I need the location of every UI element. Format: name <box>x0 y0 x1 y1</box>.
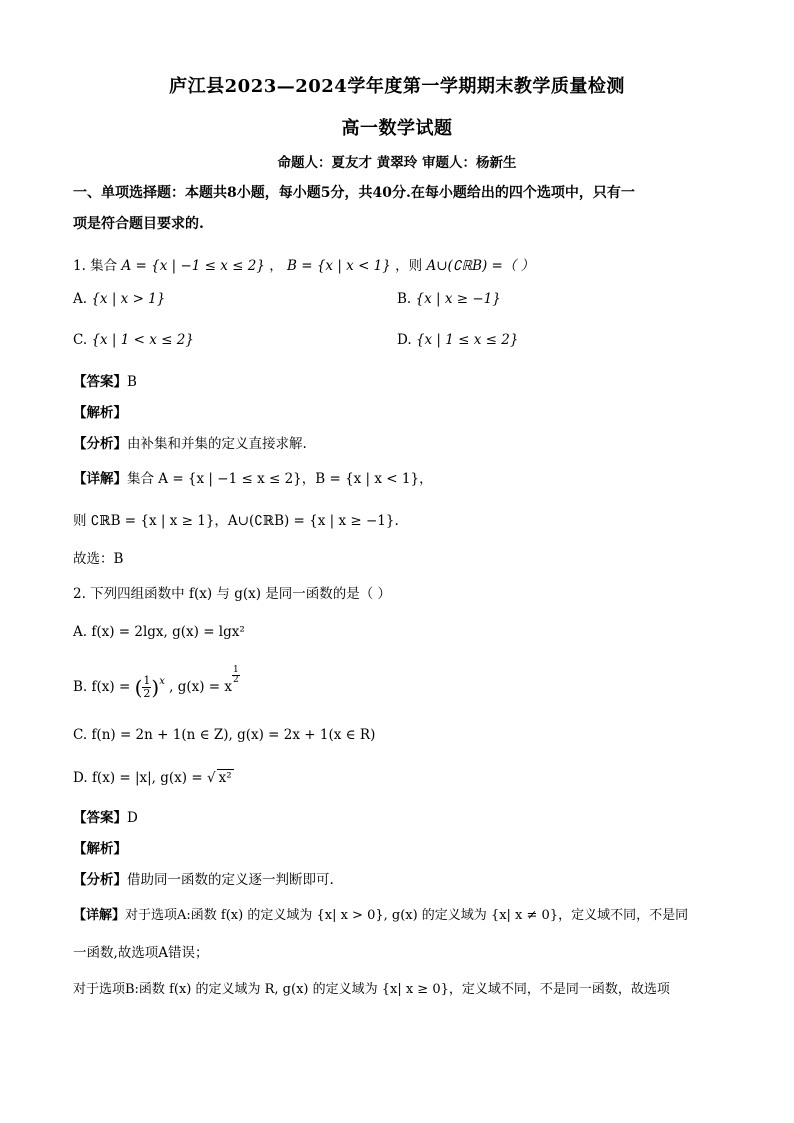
q2-option-d-sqrt: x² <box>218 770 232 786</box>
q1-analysis-tag: 【解析】 <box>73 405 127 421</box>
q1-answer-tag: 【答案】 <box>73 374 127 390</box>
q2-analysis-tag: 【解析】 <box>73 841 127 857</box>
q2-option-a-text: f(x) = 2lgx, g(x) = lgx² <box>91 624 245 640</box>
q2-option-b-f: f(x) = <box>91 679 131 695</box>
q2-option-d <box>73 769 234 786</box>
q2-fenxi <box>73 868 334 888</box>
q2-option-b-gexp-num: 1 <box>233 665 239 675</box>
q1-answer <box>73 370 137 390</box>
q2-option-d-sqrt-sign: √ <box>206 770 216 786</box>
q1-option-b-text: {x | x ≥ −1} <box>415 291 501 307</box>
q2-stem: 2. 下列四组函数中 f(x) 与 g(x) 是同一函数的是（ ） <box>73 586 392 602</box>
q1-sep2: ，则 <box>395 258 423 274</box>
section-heading-line1: 一、单项选择题：本题共8小题，每小题5分，共40分.在每小题给出的四个选项中，只有一 <box>73 185 635 201</box>
q2-option-a <box>73 624 245 640</box>
exam-title: 庐江县2023—2024学年度第一学期期末教学质量检测 <box>169 76 625 97</box>
q1-option-d-label: D. <box>397 332 412 348</box>
q1-detail-line1-text: 集合 A = {x | −1 ≤ x ≤ 2}，B = {x | x < 1}， <box>127 471 433 487</box>
q1-option-c-label: C. <box>73 332 88 348</box>
q2-option-b-num: 1 <box>143 674 151 687</box>
q2-option-d-f: f(x) = |x|, g(x) = <box>91 770 203 786</box>
q2-option-b-label: B. <box>73 679 88 695</box>
q2-detail-line1 <box>73 904 688 923</box>
q1-option-a-label: A. <box>73 291 88 307</box>
q2-option-b-lparen: ( <box>134 675 143 700</box>
q1-option-c <box>73 332 194 348</box>
q1-option-b-label: B. <box>397 291 412 307</box>
q2-option-b-rparen: ) <box>151 675 160 700</box>
q1-choose: 故选：B <box>73 551 124 567</box>
q1-detail-tag: 【详解】 <box>73 471 127 487</box>
q1-answer-value: B <box>127 374 137 390</box>
q2-option-d-label: D. <box>73 770 88 786</box>
q2-option-b <box>73 666 240 700</box>
q2-answer <box>73 806 138 826</box>
q2-option-b-exp: x <box>159 676 165 687</box>
q2-option-b-g: , g(x) = x <box>169 679 233 695</box>
q1-expression: A∪(∁ℝB) =（ ） <box>426 258 535 274</box>
q1-option-a-text: {x | x > 1} <box>91 291 166 307</box>
exam-subtitle: 高一数学试题 <box>341 118 453 139</box>
q2-option-c <box>73 727 375 743</box>
q1-stem <box>73 254 534 274</box>
q1-set-a: A = {x | −1 ≤ x ≤ 2} <box>121 258 265 274</box>
q2-fenxi-tag: 【分析】 <box>73 872 127 888</box>
q1-option-b <box>397 291 501 307</box>
exam-authors: 命题人：夏友才 黄翠玲 审题人：杨新生 <box>277 155 517 171</box>
q1-option-a <box>73 291 165 307</box>
q2-detail-line3: 对于选项B:函数 f(x) 的定义域为 R, g(x) 的定义域为 {x| x ≥ 0}，定义域不同，不是同一函数，故选项 <box>73 982 670 997</box>
q2-option-c-label: C. <box>73 727 88 743</box>
q2-fenxi-text: 借助同一函数的定义逐一判断即可. <box>127 872 334 888</box>
q2-detail-line2: 一函数,故选项A错误； <box>73 945 209 961</box>
q1-sep1: ， <box>269 258 283 274</box>
q2-option-b-den: 2 <box>143 687 151 700</box>
q2-answer-tag: 【答案】 <box>73 810 127 826</box>
q1-fenxi-text: 由补集和并集的定义直接求解. <box>127 436 307 452</box>
q1-detail-line2: 则 ∁ℝB = {x | x ≥ 1}，A∪(∁ℝB) = {x | x ≥ −1}. <box>73 513 399 529</box>
q1-detail-line1 <box>73 467 433 487</box>
section-heading-line2: 项是符合题目要求的. <box>73 216 204 232</box>
q1-fenxi <box>73 432 307 452</box>
q1-stem-prefix: 1. 集合 <box>73 258 118 274</box>
q2-option-a-label: A. <box>73 624 88 640</box>
q1-option-d-text: {x | 1 ≤ x ≤ 2} <box>415 332 519 348</box>
q2-option-c-text: f(n) = 2n + 1(n ∈ Z), g(x) = 2x + 1(x ∈ R) <box>91 727 376 743</box>
q2-answer-value: D <box>127 810 138 826</box>
q1-fenxi-tag: 【分析】 <box>73 436 127 452</box>
q1-set-b: B = {x | x < 1} <box>287 258 391 274</box>
q2-detail-tag: 【详解】 <box>73 908 126 923</box>
q2-option-b-gexp <box>232 666 240 685</box>
q1-option-d <box>397 332 518 348</box>
q2-option-b-gexp-den: 2 <box>233 675 239 685</box>
q1-option-c-text: {x | 1 < x ≤ 2} <box>91 332 194 348</box>
q2-detail-line1-text: 对于选项A:函数 f(x) 的定义域为 {x| x > 0}, g(x) 的定义域为 {x| x ≠ 0}，定义域不同，不是同 <box>125 908 689 923</box>
